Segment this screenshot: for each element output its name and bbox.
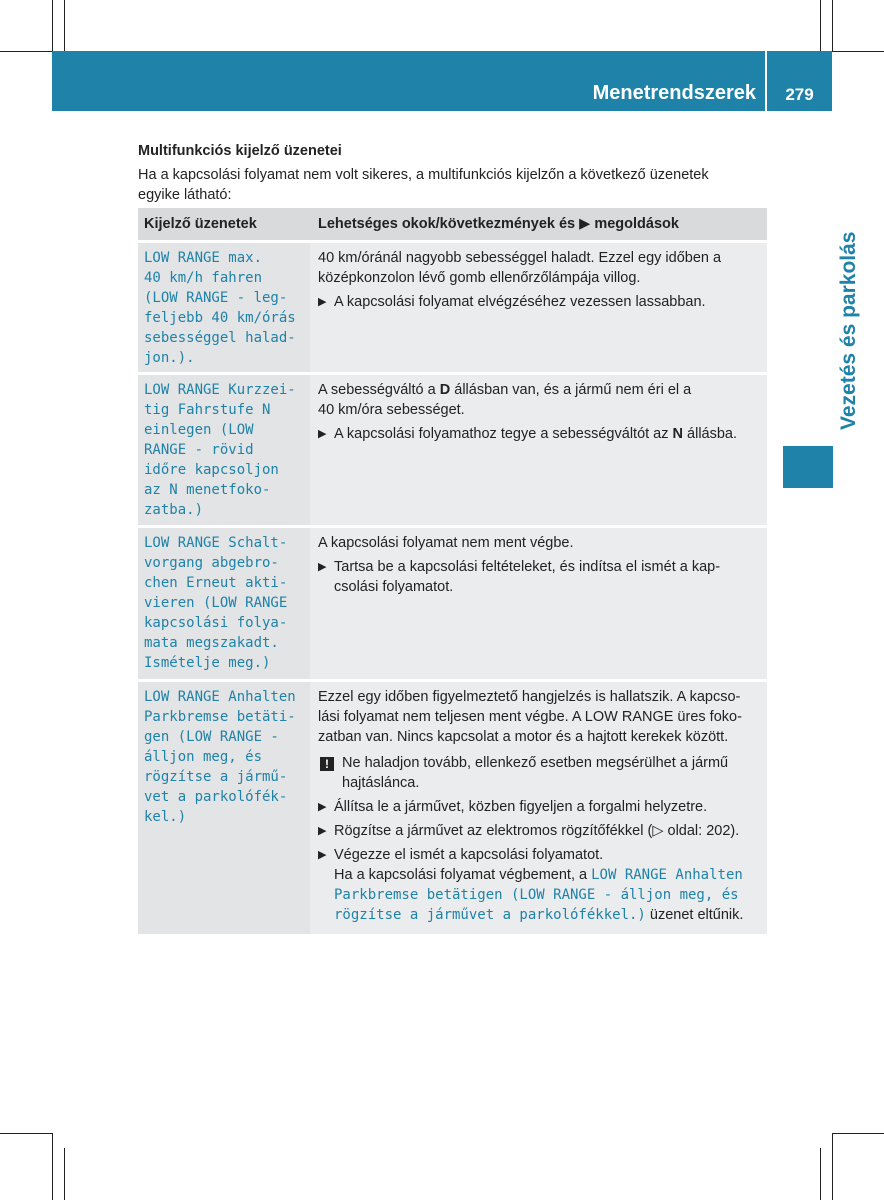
display-message: [138, 375, 310, 525]
page-reference-icon: ▷: [652, 823, 664, 839]
display-message-line: jon.).: [144, 350, 195, 366]
cause-text-line: [318, 380, 761, 400]
arrow-right-icon: ▶: [579, 216, 591, 232]
solution-step-text: Állítsa le a járművet, közben figyeljen a forgalmi helyzetre.: [334, 799, 708, 815]
display-message-line: 40 km/h fahren: [144, 270, 263, 286]
solution-step-text: A kapcsolási folyamathoz tegye a sebességváltót az: [334, 426, 669, 442]
display-message-line: LOW RANGE Kurzzei-: [144, 382, 296, 398]
crop-mark: [0, 51, 52, 52]
solution-step-text-part: üzenet eltűnik.: [649, 907, 744, 923]
solution-step-text: [334, 865, 761, 885]
display-message-line: zatba.): [144, 502, 204, 518]
bullet-arrow-icon: ▶: [318, 825, 327, 837]
display-message-line: mata megszakadt.: [144, 635, 279, 651]
crop-mark: [832, 1133, 884, 1134]
display-message-line: sebességgel halad-: [144, 330, 296, 346]
cause-text-line: Ezzel egy időben figyelmeztető hangjelzés is hallatszik. A kapcso-: [318, 689, 741, 705]
cause-text-part: A sebességváltó a: [318, 382, 436, 398]
warning-text: hajtáslánca.: [342, 775, 420, 791]
display-message-line: Ismételje meg.): [144, 655, 271, 671]
intro-line: egyike látható:: [138, 187, 232, 203]
solution-step-text: állásba.: [687, 426, 738, 442]
warning-icon: !: [320, 757, 334, 771]
side-tab-label: Vezetés és parkolás: [837, 231, 860, 430]
display-message-line: einlegen (LOW: [144, 422, 254, 438]
column-header-causes-suffix: megoldások: [594, 216, 679, 232]
chapter-title: Menetrendszerek: [592, 82, 756, 104]
warning-text: Ne haladjon tovább, ellenkező esetben megsérülhet a jármű: [342, 755, 729, 771]
display-message-line: gen (LOW RANGE -: [144, 729, 279, 745]
cause-text-line: A kapcsolási folyamat nem ment végbe.: [318, 535, 574, 551]
table-row: [138, 372, 767, 525]
display-message: [138, 528, 310, 679]
crop-mark: [820, 0, 821, 51]
crop-mark: [52, 1133, 53, 1200]
display-message-line: időre kapcsoljon: [144, 462, 279, 478]
bullet-arrow-icon: ▶: [318, 296, 327, 308]
crop-mark: [832, 0, 833, 51]
bullet-arrow-icon: ▶: [318, 561, 327, 573]
bullet-arrow-icon: ▶: [318, 849, 327, 861]
crop-mark: [0, 1133, 52, 1134]
cause-solution: [310, 375, 767, 525]
page-number: 279: [785, 85, 814, 104]
display-message-line: RANGE - rövid: [144, 442, 254, 458]
display-message-line: az N menetfoko-: [144, 482, 271, 498]
cause-text-part: állásban van, és a jármű nem éri el a: [454, 382, 692, 398]
cause-text-line: lási folyamat nem teljesen ment végbe. A LOW RANGE üres foko-: [318, 709, 742, 725]
display-message-line: Parkbremse betäti-: [144, 709, 296, 725]
solution-step-text: [334, 905, 761, 925]
solution-step: [318, 424, 761, 444]
intro-line: Ha a kapcsolási folyamat nem volt sikeres, a multifunkciós kijelzőn a következő üzenetek: [138, 167, 709, 183]
messages-table: [138, 208, 767, 934]
solution-step-text: oldal: 202).: [663, 823, 740, 839]
crop-mark: [64, 0, 65, 51]
solution-step: [318, 797, 761, 817]
display-message-inline: rögzítse a járművet a parkolófékkel.): [334, 907, 646, 923]
bullet-arrow-icon: ▶: [318, 428, 327, 440]
crop-mark: [820, 1148, 821, 1200]
display-message-line: feljebb 40 km/órás: [144, 310, 296, 326]
cause-text-line: 40 km/óra sebességet.: [318, 402, 465, 418]
display-message-line: LOW RANGE Schalt-: [144, 535, 288, 551]
cause-solution: [310, 528, 767, 679]
table-header: [138, 208, 767, 240]
display-message-line: vet a parkolófék-: [144, 789, 288, 805]
solution-step: [318, 821, 761, 841]
cause-solution: [310, 682, 767, 934]
cause-solution: [310, 243, 767, 372]
solution-step-text: Tartsa be a kapcsolási feltételeket, és indítsa el ismét a kap-: [334, 559, 721, 575]
display-message-line: LOW RANGE max.: [144, 250, 263, 266]
crop-mark: [52, 0, 53, 51]
display-message-line: kel.): [144, 809, 187, 825]
display-message-line: kapcsolási folya-: [144, 615, 288, 631]
warning-note: [318, 753, 761, 793]
table-row: [138, 240, 767, 372]
column-header-causes-prefix: Lehetséges okok/következmények és: [318, 216, 576, 232]
column-header-display: Kijelző üzenetek: [144, 216, 257, 232]
cause-text-line: középkonzolon lévő gomb ellenőrzőlámpája villog.: [318, 270, 641, 286]
solution-step-text: Rögzítse a járművet az elektromos rögzítőfékkel (: [334, 823, 653, 839]
display-message-line: vieren (LOW RANGE: [144, 595, 288, 611]
table-row: [138, 679, 767, 934]
crop-mark: [832, 1133, 833, 1200]
column-header-causes: [310, 208, 767, 240]
display-message: [138, 243, 310, 372]
table-row: [138, 525, 767, 679]
intro-text: [138, 165, 768, 205]
cause-text-line: 40 km/óránál nagyobb sebességgel haladt. Ezzel egy időben a: [318, 250, 722, 266]
solution-step: [318, 845, 761, 925]
solution-step-text: A kapcsolási folyamat elvégzéséhez vezessen lassabban.: [334, 294, 706, 310]
crop-mark: [64, 1148, 65, 1200]
display-message-line: chen Erneut akti-: [144, 575, 288, 591]
display-message-line: (LOW RANGE - leg-: [144, 290, 288, 306]
solution-step: [318, 557, 761, 597]
display-message-line: rögzítse a jármű-: [144, 769, 288, 785]
section-title: Multifunkciós kijelző üzenetei: [138, 143, 342, 159]
display-message-inline: LOW RANGE Anhalten: [591, 867, 743, 883]
solution-step-text: Végezze el ismét a kapcsolási folyamatot.: [334, 847, 604, 863]
gear-position-key: D: [439, 382, 451, 398]
display-message-line: tig Fahrstufe N: [144, 402, 271, 418]
side-tab-marker: [783, 446, 833, 488]
gear-position-key: N: [672, 426, 684, 442]
display-message-line: LOW RANGE Anhalten: [144, 689, 296, 705]
display-message: [138, 682, 310, 934]
display-message-inline: Parkbremse betätigen (LOW RANGE - álljon meg, és: [334, 887, 739, 903]
solution-step-text-part: Ha a kapcsolási folyamat végbement, a: [334, 867, 588, 883]
crop-mark: [832, 51, 884, 52]
solution-step-text: csolási folyamatot.: [334, 579, 454, 595]
display-message-line: vorgang abgebro-: [144, 555, 279, 571]
solution-step: [318, 292, 761, 312]
cause-text-line: zatban van. Nincs kapcsolat a motor és a hajtott kerekek között.: [318, 729, 729, 745]
bullet-arrow-icon: ▶: [318, 801, 327, 813]
display-message-line: álljon meg, és: [144, 749, 263, 765]
